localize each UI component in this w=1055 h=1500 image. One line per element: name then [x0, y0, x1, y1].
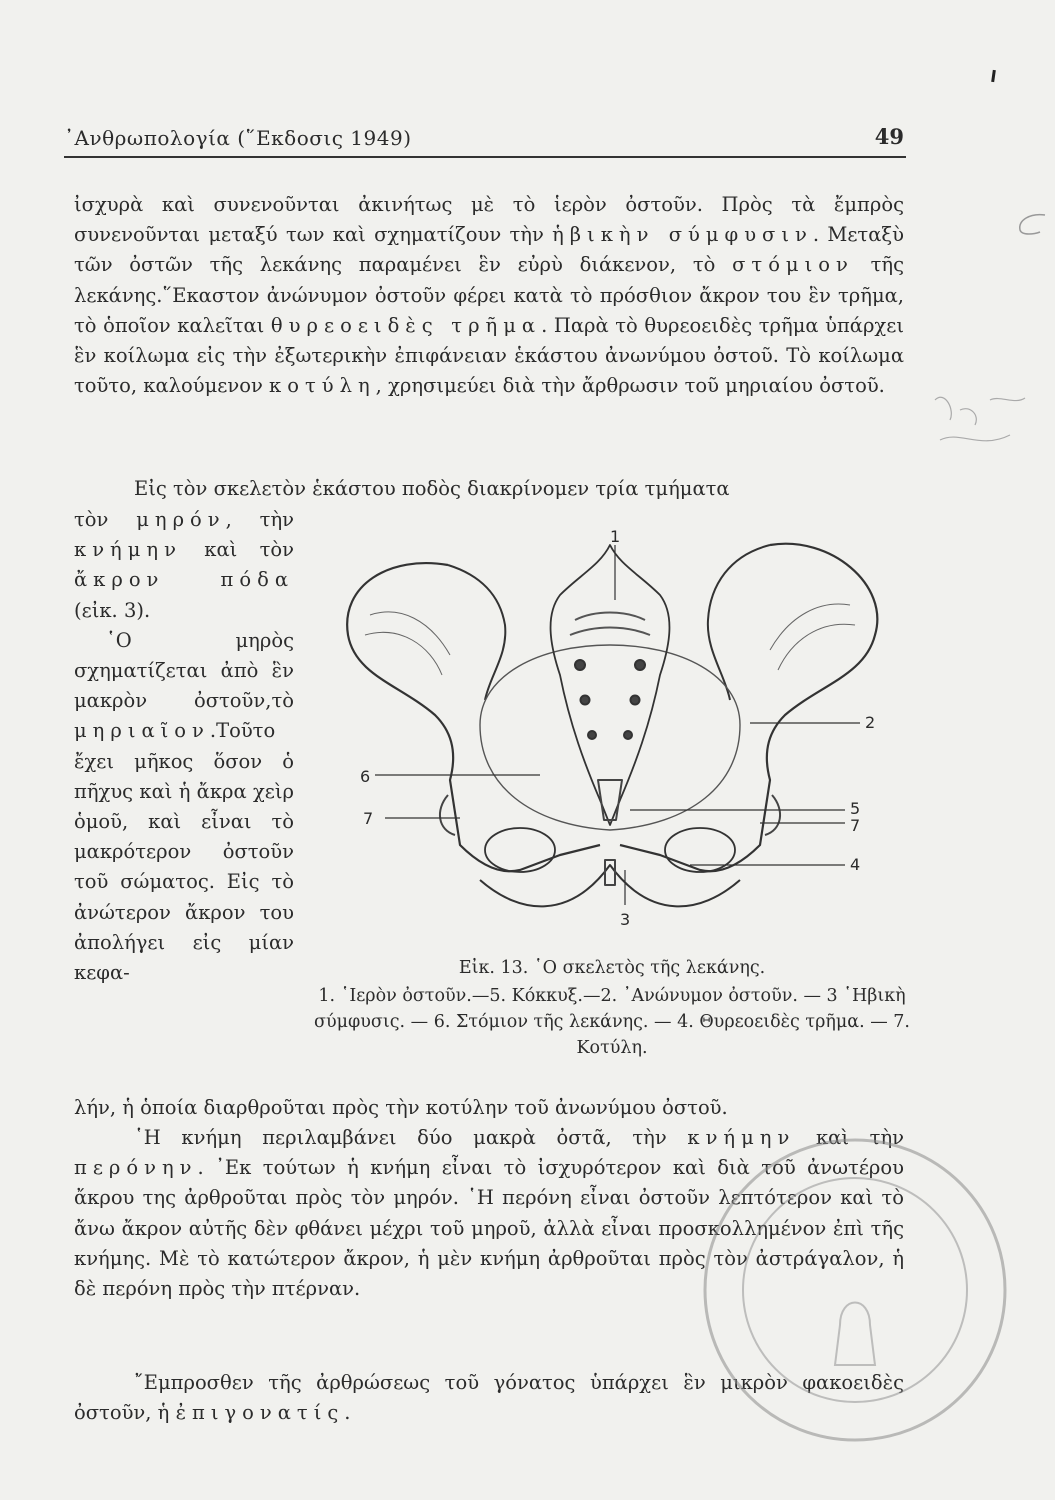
paragraph-pelvis-bones: ἰσχυρὰ καὶ συνενοῦνται ἀκινήτως μὲ τὸ ἱερὸν ὀστοῦν. Πρὸς τὰ ἔμπρὸς συνενοῦνται μεταξύ των καὶ σχηματίζουν τὴν ἡβικὴν σύμφυσιν. Μεταξὺ τῶν ὀστῶν τῆς λεκάνης παραμένει ἓν εὐρὺ διάκενον, τὸ στόμιον τῆς λεκάνης.῞Εκαστον ἀνώνυμον ὀστοῦν φέρει κατὰ τὸ πρόσθιον ἄκρον του ἓν τρῆμα, τὸ ὁποῖον καλεῖται θυρεοειδὲς τρῆμα. Παρὰ τὸ θυρεοειδὲς τρῆμα ὑπάρχει ἓν κοίλωμα εἰς τὴν ἐξωτερικὴν ἐπιφάνειαν ἑκάστου ἀνωνύμου ὀστοῦ. Τὸ κοίλωμα τοῦτο, καλούμενον κοτύλη, χρησιμεύει διὰ τὴν ἄρθρωσιν τοῦ μηριαίου ὀστοῦ. [74, 193, 904, 398]
page-header [64, 124, 904, 154]
term-thigh: μηρόν [136, 508, 226, 531]
pencil-annotation [930, 380, 1050, 470]
running-head: ᾿Ανθρωπολογία (῞Εκδοσις 1949) [64, 126, 412, 150]
caption-title: Εἰκ. 13. ῾Ο σκελετὸς τῆς λεκάνης. [458, 958, 766, 978]
figure-caption [312, 955, 912, 1061]
paragraph-femur-end: λήν, ἡ ὁποία διαρθροῦται πρὸς τὴν κοτύλην τοῦ ἀνωνύμου ὀστοῦ. [74, 1096, 728, 1119]
header-rule [64, 156, 906, 158]
paragraph-tibia-fibula: ῾Η κνήμη περιλαμβάνει δύο μακρὰ ὀστᾶ, τὴν κνήμην καὶ τὴν περόνην. ᾿Εκ τούτων ἡ κνήμη εἶναι τὸ ἰσχυρότερον καὶ διὰ τοῦ ἀνωτέρου ἄκρου της ἀρθροῦται πρὸς τὸν μηρόν. ῾Η περόνη εἶναι ὀστοῦν λεπτότερον καὶ τὸ ἄνω ἄκρον αὐτῆς δὲν φθάνει μέχρι τοῦ μηροῦ, ἀλλὰ εἶναι προσκολλημένον ἐπὶ τῆς κνήμης. Μὲ τὸ κατώτερον ἄκρον, ἡ μὲν κνήμη ἀρθροῦται πρὸς τὸν ἀστράγαλον, ἡ δὲ περόνη πρὸς τὴν πτέρναν. [74, 1126, 904, 1301]
figure-label: 7 [850, 816, 861, 835]
term-shank: κνήμην [74, 538, 182, 562]
page-number: 49 [874, 124, 904, 149]
paragraph-femur: ῾Ο μηρὸς σχηματίζεται ἀπὸ ἓν μακρὸν ὀστοῦν,τὸ μηριαῖον.Τοῦτο ἔχει μῆκος ὅσον ὁ πῆχυς καὶ ἡ ἄκρα χεὶρ ὁμοῦ, καὶ εἶναι τὸ μακρότερον ὀστοῦν τοῦ σώματος. Εἰς τὸ ἀνώτερον ἄκρον του ἀπολήγει εἰς μίαν κεφα- [74, 628, 294, 985]
library-stamp [690, 1125, 1020, 1455]
caption-body: 1. ῾Ιερὸν ὀστοῦν.—5. Κόκκυξ.—2. ᾿Ανώνυμον ὀστοῦν. — 3 ῾Ηβικὴ σύμφυσις. — 6. Στόμιον τῆς λεκάνης. — 4. Θυρεοειδὲς τρῆμα. — 7. Κοτύλη. [314, 986, 910, 1058]
figure-label: 3 [620, 910, 631, 929]
term-pelvic-inlet: στόμιον [732, 253, 854, 277]
figure-label: 7 [363, 809, 374, 828]
term-obturator-foramen: θυρεοειδὲς τρῆμα [270, 313, 542, 337]
paragraph-patella: ῎Εμπροσθεν τῆς ἀρθρώσεως τοῦ γόνατος ὑπάρχει ἓν μικρὸν φακοειδὲς ὀστοῦν, ἡ ἐπιγονατίς. [74, 1371, 904, 1425]
term-pubic-symphysis: ἡβικὴν σύμφυσιν [552, 223, 813, 247]
term-fibula: περόνην [74, 1156, 198, 1180]
paragraph-leg-skeleton-intro: Εἰς τὸν σκελετὸν ἑκάστου ποδὸς διακρίνομεν τρία τμήματα [134, 477, 730, 500]
term-patella: ἐπιγονατίς [175, 1401, 345, 1425]
figure-label: 4 [850, 855, 861, 874]
narrow-column-text: τὸν μηρόν, τὴν κνήμην καὶ τὸν ἄκρον πόδα (εἰκ. 3). ῾Ο μηρὸς σχηματίζεται ἀπὸ ἓν μακρὸν ὀστοῦν,τὸ μηριαῖον.Τοῦτο ἔχει μῆκος ὅσον ὁ πῆχυς καὶ ἡ ἄκρα χεὶρ ὁμοῦ, καὶ εἶναι τὸ μακρότερον ὀστοῦν τοῦ σώματος. Εἰς τὸ ἀνώτερον ἄκρον του ἀπολήγει εἰς μίαν κεφα- [74, 505, 294, 988]
pelvis-illustration [330, 525, 890, 935]
term-femur: μηριαῖον [74, 719, 210, 743]
figure-label: 1 [610, 527, 621, 546]
term-acetabulum: κοτύλη [269, 374, 376, 398]
figure-label: 5 [850, 799, 861, 818]
ink-speck [991, 70, 996, 82]
pelvis-figure [330, 525, 890, 935]
term-foot: ἄκρον πόδα [74, 568, 294, 592]
figure-label: 6 [360, 767, 371, 786]
margin-mark [1010, 210, 1050, 240]
term-tibia: κνήμην [687, 1126, 796, 1149]
figure-label: 2 [865, 713, 876, 732]
